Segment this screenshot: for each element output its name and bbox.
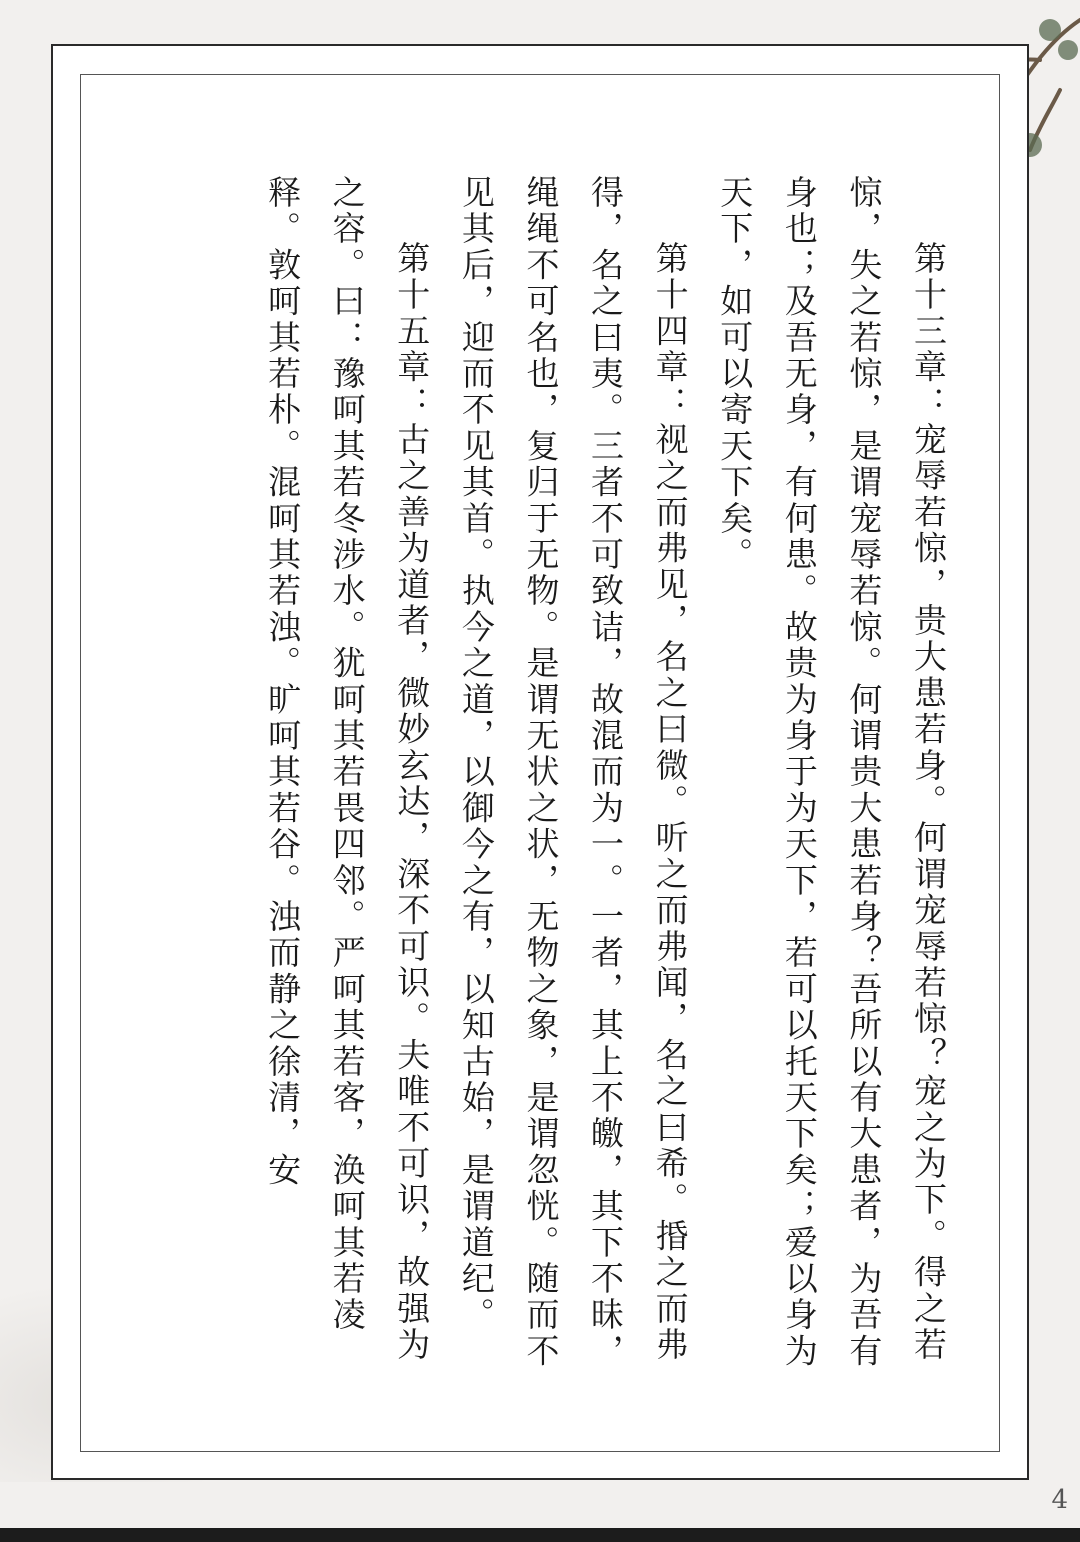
bottom-bar [0, 1528, 1080, 1542]
chapter-13-paragraph: 第十三章：宠辱若惊，贵大患若身。何谓宠辱若惊？宠之为下。得之若惊，失之若惊，是谓宠辱若惊。何谓贵大患若身？吾所以有大患者，为吾有身也；及吾无身，有何患。故贵为身于为天下，若可以托天下矣；爱以身为天下，如可以寄天下矣。 [715, 175, 948, 1370]
chapter-14-paragraph: 第十四章：视之而弗见，名之曰微。听之而弗闻，名之曰希。捪之而弗得，名之曰夷。三者不可致诘，故混而为一。一者，其上不皦，其下不昧，绳绳不可名也，复归于无物。是谓无状之状，无物之象，是谓忽恍。随而不见其后，迎而不见其首。执今之道，以御今之有，以知古始，是谓道纪。 [456, 175, 690, 1370]
vertical-text-body [130, 175, 960, 1375]
page-number: 4 [1051, 1485, 1068, 1515]
chapter-15-paragraph: 第十五章：古之善为道者，微妙玄达，深不可识。夫唯不可识，故强为之容。曰：豫呵其若冬涉水。犹呵其若畏四邻。严呵其若客，涣呵其若凌释。敦呵其若朴。混呵其若浊。旷呵其若谷。浊而静之徐清，安 [263, 175, 432, 1364]
